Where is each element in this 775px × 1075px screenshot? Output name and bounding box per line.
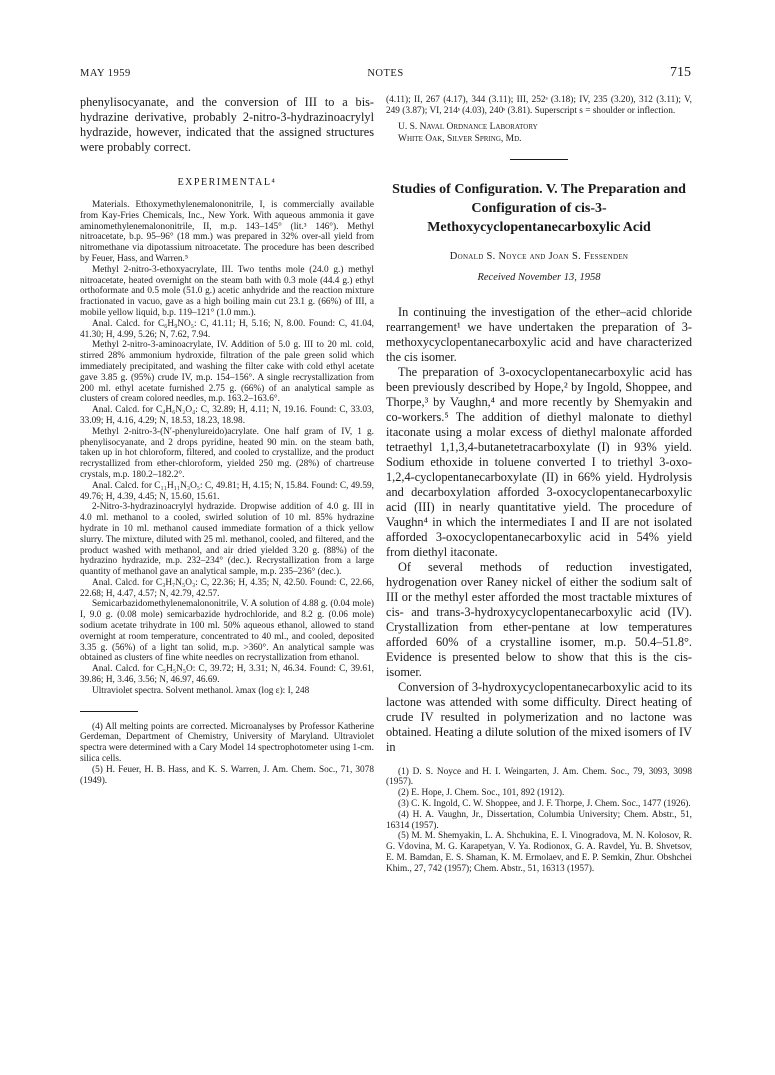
footnote: (5) H. Feuer, H. B. Hass, and K. S. Warren, J. Am. Chem. Soc., 71, 3078 (1949).	[80, 764, 374, 786]
experimental-paragraph: Materials. Ethoxymethylenemalononitrile, I, is commercially available from Kay-Fries Chemicals, Inc., New York. With aqueous ammonia it gave aminomethylenemalononitrile, II, m.p. 143–145° (lit.³ 146°). Methyl nitroacetate, b.p. 95–96° (18 mm.) was prepared in 32% over-all yield from nitromethane via dipotassium nitroacetate. The procedure has been described by Feuer, Hass, and Warren.⁵	[80, 200, 374, 264]
body-paragraph: Conversion of 3-hydroxycyclopentanecarboxylic acid to its lactone was attended with some difficulty. Direct heating of crude IV resulted in polymerization and no lactone was obtained. Heating a dilute solution of the mixed isomers of IV in	[386, 679, 692, 754]
experimental-heading: EXPERIMENTAL⁴	[177, 177, 277, 188]
experimental-paragraph: Anal. Calcd. for C₅H₅N₅O: C, 39.72; H, 3.31; N, 46.34. Found: C, 39.61, 39.86; H, 3.46, 3.56; N, 46.97, 46.69.	[80, 664, 374, 686]
experimental-paragraph: Semicarbazidomethylenemalononitrile, V. A solution of 4.88 g. (0.04 mole) I, 9.0 g. (0.08 mole) semicarbazide hydrochloride, and 8.2 g. (0.06 mole) sodium acetate trihydrate in 100 ml. 50% aqueous ethanol, allowed to stand overnight at room temperature, concentrated to 40 ml., and cooled, deposited 3.35 g. (56%) of a light tan solid, m.p. >360°. An analytical sample was obtained as clusters of fine white needles on recrystallization from ethanol.	[80, 599, 374, 664]
footnote: (3) C. K. Ingold, C. W. Shoppee, and J. F. Thorpe, J. Chem. Soc., 1477 (1926).	[398, 798, 691, 809]
experimental-paragraph: Anal. Calcd. for C₁₁H₁₁N₃O₅: C, 49.81; H, 4.15; N, 15.84. Found: C, 49.59, 49.76; H, 4.39, 4.45; N, 15.60, 15.61.	[80, 480, 374, 502]
experimental-paragraph: Anal. Calcd. for C₃H₇N₅O₃: C, 22.36; H, 4.35; N, 42.50. Found: C, 22.66, 22.68; H, 4.47, 4.57; N, 42.79, 42.57.	[80, 577, 374, 599]
footnote: (4) All melting points are corrected. Microanalyses by Professor Katherine Gerdeman, Department of Chemistry, University of Maryland. Ultraviolet spectra were determined with a Cary Model 14 spectrophotometer using 1-cm. silica cells.	[80, 721, 374, 765]
experimental-paragraph: Methyl 2-nitro-3-aminoacrylate, IV. Addition of 5.0 g. III to 20 ml. cold, stirred 28% ammonium hydroxide, filtration of the pale green solid which immediately precipitated, and washing the filter cake with cold ethyl acetate gave 3.85 g. (95%) crude IV, m.p. 154–156°. A single recrystallization from 200 ml. ethyl acetate furnished 2.75 g. (66%) of an analytical sample as clusters of cream colored needles, m.p. 163.2–163.6°.	[80, 340, 374, 405]
received-date: Received November 13, 1958	[477, 271, 601, 283]
experimental-paragraph: Methyl 2-nitro-3-(N′-phenylureido)acrylate. One half gram of IV, 1 g. phenylisocyanate, and 2 drops pyridine, heated 90 min. on the steam bath, taken up in hot chloroform, filtered, and cooled to crystallize, and the product recrystallized from ether-chloroform, yielded 250 mg. (28%) of chartreuse crystals, m.p. 180.2–182.2°.	[80, 426, 374, 480]
spectra-continuation: (4.11); II, 267 (4.17), 344 (3.11); III, 252ˢ (3.18); IV, 235 (3.20), 312 (3.11); V, 249 (3.87); VI, 214ˢ (4.03), 240ˢ (3.81). Superscript s = shoulder or inflection.	[386, 95, 692, 116]
institution-name: U. S. Naval Ordnance Laboratory	[398, 121, 538, 132]
footnote: (4) H. A. Vaughn, Jr., Dissertation, Columbia University; Chem. Abstr., 51, 16314 (1957).	[386, 809, 692, 831]
institution-address: White Oak, Silver Spring, Md.	[398, 133, 522, 144]
body-paragraph: In continuing the investigation of the ether–acid chloride rearrangement¹ we have undertaken the preparation of 3-methoxycyclopentanecarboxylic acid and have characterized the cis isomer.	[386, 304, 692, 364]
body-paragraph: The preparation of 3-oxocyclopentanecarboxylic acid has been previously described by Hope,² by Ingold, Shoppee, and Thorpe,³ by Vaughn,⁴ and more recently by Shemyakin and co-workers.⁵ The addition of diethyl malonate to diethyl itaconate using a molar excess of diethyl malonate afforded tetraethyl 1,1,3,4-butanetetracarboxylate (I) in 93% yield. Sodium ethoxide in toluene converted I to triethyl 3-oxo-1,2,4-cyclopentanecarboxylate (II) in 66% yield. Hydrolysis and decarboxylation afforded 3-oxocyclopentanecarboxylic acid (III) in nearly quantitative yield. The procedure of Vaughn⁴ in which the intermediates I and II are not isolated afforded 3-oxocyclopentanecarboxylic acid in 54% yield from diethyl itaconate.	[386, 364, 692, 559]
article-title: Studies of Configuration. V. The Preparation and Configuration of cis-3-Methoxycyclopentanecarboxylic Acid	[392, 181, 686, 235]
page-number: 715	[670, 65, 691, 80]
article-body	[386, 305, 692, 755]
right-footnotes	[386, 767, 692, 875]
footnote-divider	[80, 711, 138, 712]
experimental-section	[80, 200, 374, 697]
intro-paragraph: phenylisocyanate, and the conversion of III to a bis-hydrazine derivative, probably 2-nitro-3-hydrazinoacrylyl hydrazide, however, indicated that the assigned structures were probably correct.	[80, 95, 374, 154]
article-authors: Donald S. Noyce and Joan S. Fessenden	[449, 250, 629, 262]
body-paragraph: Of several methods of reduction investigated, hydrogenation over Raney nickel of either the sodium salt of III or the methyl ester afforded the most tractable mixtures of cis- and trans-3-hydroxycyclopentanecarboxylic acid (IV). Crystallization from ether-pentane at low temperatures afforded 60% of a crystalline isomer, m.p. 50.4–51.8°. Evidence is presented below to show that this is the cis-isomer.	[386, 559, 692, 679]
left-column	[80, 95, 374, 786]
running-head-section: NOTES	[367, 68, 404, 79]
experimental-paragraph: 2-Nitro-3-hydrazinoacrylyl hydrazide. Dropwise addition of 4.0 g. III in 4.0 ml. methanol to a cooled, swirled solution of 10 ml. 85% hydrazine hydrate in 10 ml. methanol caused immediate formation of a thick yellow slurry. The mixture, diluted with 25 ml. methanol, cooled, and filtered, and the product washed with methanol, and air dried yielded 3.20 g. (88%) of the hydrazino hydrazide, m.p. 232–234° (dec.). Recrystallization from a large quantity of methanol gave an analytical sample, m.p. 235–236° (dec.).	[80, 502, 374, 578]
article-separator	[510, 159, 568, 160]
footnote: (1) D. S. Noyce and H. I. Weingarten, J. Am. Chem. Soc., 79, 3093, 3098 (1957).	[386, 766, 692, 788]
footnote: (5) M. M. Shemyakin, L. A. Shchukina, E. I. Vinogradova, M. N. Kolosov, R. G. Vdovina, M. G. Karapetyan, V. Ya. Rodionox, G. A. Ravdel, Yu. B. Shvetsov, E. M. Bamdan, E. S. Shaman, K. M. Ermolaev, and E. P. Semkin, Zhur. Obshchei Khim., 27, 742 (1957); Chem. Abstr., 51, 16313 (1957).	[386, 831, 692, 874]
spacer	[386, 755, 692, 767]
running-head-date: MAY 1959	[80, 68, 131, 79]
experimental-paragraph: Anal. Calcd. for C₆H₉NO₅: C, 41.11; H, 5.16; N, 8.00. Found: C, 41.04, 41.30; H, 4.99, 5.26; N, 7.62, 7.94.	[80, 318, 374, 340]
running-head	[80, 65, 691, 82]
experimental-paragraph: Methyl 2-nitro-3-ethoxyacrylate, III. Two tenths mole (24.0 g.) methyl nitroacetate, heated overnight on the steam bath with 0.3 mole (44.4 g.) ethyl orthoformate and 0.5 mole (51.0 g.) acetic anhydride and the reaction mixture fractionated in vacuo, gave as a high boiling main cut 23.1 g. (66%) of III, a mobile yellow liquid, b.p. 119–121° (1.0 mm.).	[80, 264, 374, 318]
left-footnotes	[80, 722, 374, 787]
footnote: (2) E. Hope, J. Chem. Soc., 101, 892 (1912).	[398, 788, 565, 799]
right-column	[386, 95, 692, 875]
experimental-paragraph: Ultraviolet spectra. Solvent methanol. λmax (log ε): I, 248	[92, 685, 310, 696]
experimental-paragraph: Anal. Calcd. for C₄H₆N₂O₄: C, 32.89; H, 4.11; N, 19.16. Found: C, 33.03, 33.09; H, 4.16, 4.29; N, 18.53, 18.23, 18.98.	[80, 405, 374, 426]
institution-block	[386, 121, 692, 145]
